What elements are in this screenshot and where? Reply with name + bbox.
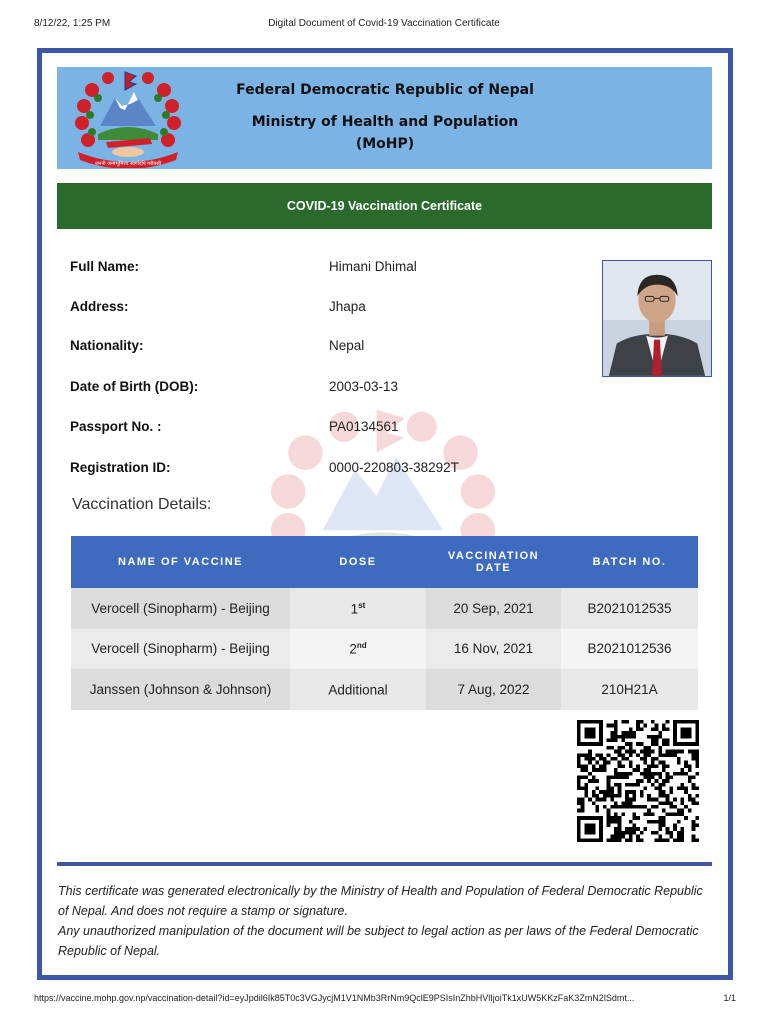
- disclaimer-line-1: This certificate was generated electronically by the Ministry of Health and Population of Federal Democratic Republic of Nepal. And does not require a stamp or signature.: [58, 884, 703, 918]
- dose-number: Additional: [328, 682, 388, 697]
- dose-suffix: nd: [356, 641, 367, 650]
- vaccine-name-cell: Janssen (Johnson & Johnson): [71, 669, 290, 710]
- dose-cell: [290, 669, 426, 710]
- column-header-batch: BATCH NO.: [561, 536, 698, 588]
- column-header-dose: DOSE: [290, 536, 426, 588]
- dob-label: Date of Birth (DOB):: [70, 379, 199, 394]
- registration-id-value: 0000-220803-38292T: [329, 460, 459, 475]
- footer-divider: [57, 862, 712, 866]
- vaccination-date-cell: 7 Aug, 2022: [426, 669, 561, 710]
- table-row: [71, 669, 698, 710]
- header-ministry-abbr: (MoHP): [355, 136, 415, 152]
- header-ministry: Ministry of Health and Population: [251, 114, 519, 130]
- table-row: [71, 629, 698, 670]
- print-datetime: 8/12/22, 1:25 PM: [34, 18, 111, 29]
- passport-label: Passport No. :: [70, 419, 162, 434]
- table-header-row: [71, 536, 698, 588]
- address-value: Jhapa: [329, 299, 366, 314]
- print-page-number: 1/1: [723, 993, 736, 1003]
- disclaimer-line-2: Any unauthorized manipulation of the document will be subject to legal action as per laws of the Federal Democratic Republic of Nepal.: [58, 924, 699, 958]
- batch-number-cell: B2021012536: [561, 629, 698, 670]
- vaccination-details-title: Vaccination Details:: [72, 496, 212, 513]
- full-name-value: Himani Dhimal: [329, 259, 417, 274]
- nationality-value: Nepal: [329, 338, 365, 353]
- person-photo: [602, 260, 712, 377]
- batch-number-cell: 210H21A: [561, 669, 698, 710]
- nepal-emblem: [70, 68, 186, 168]
- full-name-label: Full Name:: [70, 259, 140, 274]
- vaccination-date-cell: 20 Sep, 2021: [426, 588, 561, 629]
- header-country: Federal Democratic Republic of Nepal: [236, 82, 534, 98]
- vaccination-date-cell: 16 Nov, 2021: [426, 629, 561, 670]
- address-label: Address:: [70, 299, 129, 314]
- column-header-vaccine: NAME OF VACCINE: [71, 536, 290, 588]
- vaccine-name-cell: Verocell (Sinopharm) - Beijing: [71, 629, 290, 670]
- vaccine-name-cell: Verocell (Sinopharm) - Beijing: [71, 588, 290, 629]
- disclaimer: [58, 881, 708, 961]
- print-url[interactable]: https://vaccine.mohp.gov.np/vaccination-detail?id=eyJpdil6Ik85T0c3VGJycjM1V1NMb3RrNm9QclE9PSIsInZhbHVlIjoiTk1xUW5KKzFaK3ZmN2lSdmt...: [34, 993, 635, 1003]
- passport-value: PA0134561: [329, 419, 399, 434]
- qr-code[interactable]: [577, 719, 699, 843]
- column-header-date: VACCINATION DATE: [426, 536, 561, 588]
- vaccination-table: [71, 536, 698, 710]
- dob-value: 2003-03-13: [329, 379, 399, 394]
- dose-suffix: st: [358, 600, 366, 610]
- print-title: Digital Document of Covid-19 Vaccination Certificate: [268, 18, 500, 29]
- dose-cell: [290, 629, 426, 670]
- batch-number-cell: B2021012535: [561, 588, 698, 629]
- emblem-ribbon-text: जननी जन्मभूमिश्च स्वर्गादपि गरीयसी: [94, 161, 162, 167]
- dose-number: 1: [350, 601, 359, 616]
- table-row: [71, 588, 698, 629]
- dose-number: 2: [349, 641, 357, 657]
- certificate-title: COVID-19 Vaccination Certificate: [57, 183, 712, 229]
- nationality-label: Nationality:: [70, 338, 144, 353]
- registration-id-label: Registration ID:: [70, 460, 171, 475]
- dose-cell: [290, 588, 426, 629]
